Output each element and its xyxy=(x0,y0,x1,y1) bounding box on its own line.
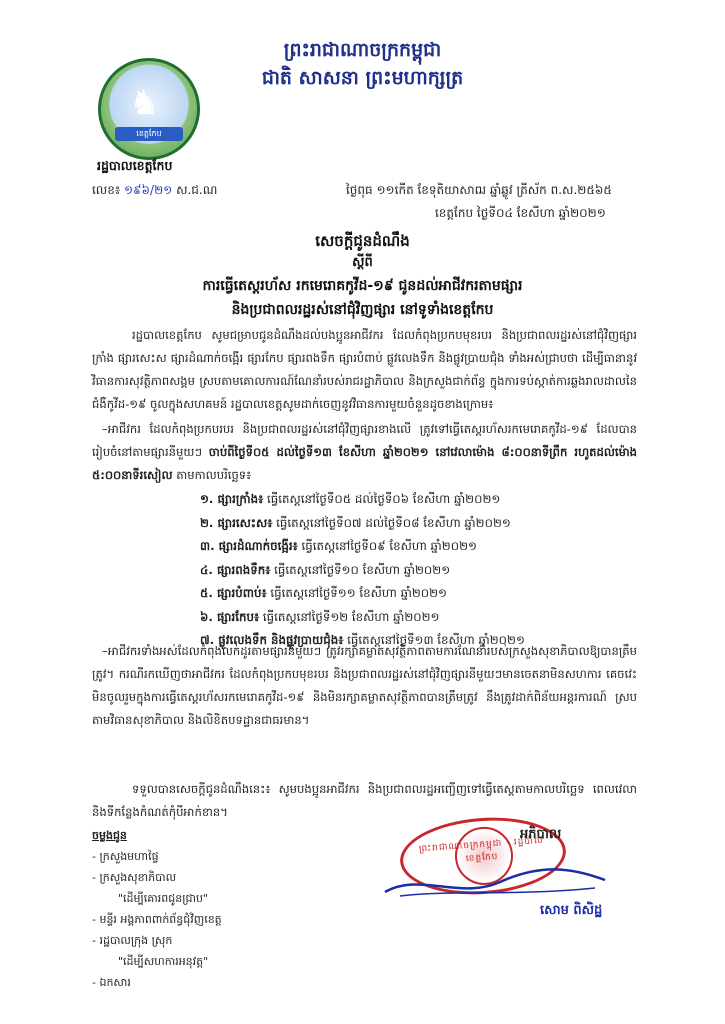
ref-prefix: លេខ៖ xyxy=(92,183,121,197)
schedule-market-name: ១. ផ្សារក្រាំង៖ xyxy=(200,492,264,506)
lunar-date: ថ្ងៃពុធ ១១កើត ខែទុតិយាសាឍ ឆ្នាំឆ្លូវ ត្រីស័ក ព.ស.២៥៦៥ xyxy=(346,183,612,197)
horse-icon: ♞ xyxy=(129,83,160,123)
schedule-date: ធ្វើតេស្តនៅថ្ងៃទី១៣ ខែសីហា ឆ្នាំ២០២១ xyxy=(343,633,525,647)
reference-number xyxy=(92,182,217,200)
document-subject-line1: ការធ្វើតេស្តរហ័ស រកមេរោគកូវីដ-១៩ ជូនដល់អាជីវករតាមផ្សារ xyxy=(202,278,523,294)
schedule-market-name: ៧. ផ្លូវលេងទឹក និងផ្លូវប្រាយជុំង៖ xyxy=(200,633,344,647)
testing-requirement-paragraph xyxy=(92,418,637,487)
schedule-date: ធ្វើតេស្តនៅថ្ងៃទី១០ ខែសីហា ឆ្នាំ២០២១ xyxy=(270,562,451,577)
signatory-name: សោម ពិសិដ្ឋ xyxy=(540,903,603,918)
schedule-item xyxy=(200,535,525,559)
schedule-item xyxy=(200,559,525,583)
copy-to-item: "ដើម្បីសហការអនុវត្ត" xyxy=(118,955,209,968)
place-and-date: ខេត្តកែប ថ្ងៃទី០៤ ខែសីហា ឆ្នាំ២០២១ xyxy=(435,206,606,220)
schedule-item xyxy=(200,512,525,536)
intro-paragraph: រដ្ឋបាលខេត្តកែប សូមជម្រាបជូនដំណឹងដល់បងប្អូនអាជីវករ ដែលកំពុងប្រកបមុខរបរ និងប្រជាពលរដ្ឋរស់នៅជុំវិញផ្សារក្រាំង ផ្សារសេះស ផ្សារដំណាក់ចង្អើរ ផ្សារកែប ផ្សារពងទឹក ផ្សារបំពាប់ ផ្លូវលេងទឹក និងផ្លូវប្រាយជុំង ទាំងអស់ជ្រាបថា ដើម្បីធានានូវវិធានការសុវត្ថិភាពសង្គម ស្របតាមគោលការណ៍ណែនាំរបស់រាជរដ្ឋាភិបាល និងក្រសួងជាក់ព័ន្ធ ក្នុងការទប់ស្កាត់ការឆ្លងរាលដាលនៃជំងឺកូវីដ-១៩ ចូលក្នុងសហគមន៍ រដ្ឋបាលខេត្តសូមដាក់ចេញនូវវិធានការមួយចំនួនដូចខាងក្រោម៖ xyxy=(92,328,637,411)
schedule-item xyxy=(200,488,525,512)
document-subject-label: ស្តីពី xyxy=(352,255,373,270)
copy-to-item: "ដើម្បីគោរពជូនជ្រាប" xyxy=(118,892,208,905)
signatory-title: អភិបាល xyxy=(520,827,562,842)
handwritten-signature xyxy=(380,862,610,902)
requirement-text-end: តាមកាលបរិច្ឆេទ៖ xyxy=(172,468,252,482)
copy-to-item: - ឯកសារ xyxy=(92,976,131,989)
copy-to-list xyxy=(92,825,222,993)
stamp-text: ព្រះរាជាណាចក្រកម្ពុជា · រដ្ឋបាលខេត្តកែប xyxy=(418,835,544,865)
schedule-date: ធ្វើតេស្តនៅថ្ងៃទី១២ ខែសីហា ឆ្នាំ២០២១ xyxy=(259,609,440,624)
schedule-date: ធ្វើតេស្តនៅថ្ងៃទី០៩ ខែសីហា ឆ្នាំ២០២១ xyxy=(297,539,477,553)
issuing-organization: រដ្ឋបាលខេត្តកែប xyxy=(97,158,173,173)
schedule-item xyxy=(200,606,525,630)
closing-paragraph: ទទួលបានសេចក្តីជូនដំណឹងនេះ៖ សូមបងប្អូនអាជីវករ និងប្រជាពលរដ្ឋអញ្ជើញទៅធ្វើតេស្តតាមកាលបរិច្ឆេទ ពេលវេលា និងទីកន្លែងកំណត់កុំបីអាក់ខាន។ xyxy=(92,782,637,819)
provincial-seal-logo xyxy=(98,58,200,160)
document-title: សេចក្តីជូនដំណឹង xyxy=(315,232,410,250)
schedule-item xyxy=(200,582,525,606)
schedule-market-name: ៥. ផ្សារបំពាប់៖ xyxy=(200,586,267,600)
copy-to-item: - ក្រសួងមហាផ្ទៃ xyxy=(92,850,159,863)
safety-measures-paragraph: –អាជីវករទាំងអស់ដែលកំពុងលក់ដូរតាមផ្សារនីមួយៗ ត្រូវរក្សាគម្លាតសុវត្ថិភាពតាមការណែនាំរបស់ក្រសួងសុខាភិបាលឱ្យបានត្រឹមត្រូវ។ ករណីរកឃើញថាអាជីវករ ដែលកំពុងប្រកបមុខរបរ និងប្រជាពលរដ្ឋរស់នៅជុំវិញផ្សារនីមួយៗមានចេតនាមិនសហការ គេចវេះមិនចូលរួមក្នុងការធ្វើតេស្តរហ័សរកមេរោគកូវីដ-១៩ និងមិនរក្សាគម្លាតសុវត្ថិភាពបានត្រឹមត្រូវ នឹងត្រូវដាក់ពិន័យអន្តរការណ៍ ស្របតាមវិធានសុខាភិបាល និងលិខិតបទដ្ឋានជាធរមាន។ xyxy=(92,644,637,727)
schedule-market-name: ៣. ផ្សារដំណាក់ចង្អើរ៖ xyxy=(200,539,298,553)
schedule-market-name: ២. ផ្សារសេះស៖ xyxy=(200,515,273,530)
national-motto: ជាតិ សាសនា ព្រះមហាក្សត្រ xyxy=(261,67,464,89)
document-subject-line2: និងប្រជាពលរដ្ឋរស់នៅជុំវិញផ្សារ នៅទូទាំងខេត្តកែប xyxy=(231,302,494,318)
copy-to-item: - ក្រសួងសុខាភិបាល xyxy=(92,871,177,884)
ref-suffix: ស.ជ.ណ xyxy=(176,183,218,197)
copy-to-item: - រដ្ឋបាលក្រុង ស្រុក xyxy=(92,934,173,947)
schedule-date: ធ្វើតេស្តនៅថ្ងៃទី០៥ ដល់ថ្ងៃទី០៦ ខែសីហា ឆ្នាំ២០២១ xyxy=(263,492,501,506)
requirement-date-range: ចាប់ពីថ្ងៃទី០៥ ដល់ថ្ងៃទី១៣ ខែសីហា ឆ្នាំ២០២១ នៅវេលាម៉ោង ៨:០០នាទីព្រឹក រហូតដល់ម៉ោង ៥:០០នាទីរសៀល xyxy=(92,445,637,482)
ref-value: ១៩៦/២១ xyxy=(123,183,173,197)
copy-to-heading: ចម្លងជូន xyxy=(92,829,127,842)
schedule-market-name: ៤. ផ្សារពងទឹក៖ xyxy=(200,562,271,577)
testing-schedule-list xyxy=(200,488,525,653)
kingdom-title: ព្រះរាជាណាចក្រកម្ពុជា xyxy=(283,39,442,61)
requirement-text-start: –អាជីវករ ដែលកំពុងប្រកបរបរ និងប្រជាពលរដ្ឋរស់នៅជុំវិញផ្សារខាងលើ ត្រូវទៅធ្វើតេស្តរហ័សរកមេរោគកូវីដ-១៩ ដែលបានរៀបចំនៅតាមផ្សារនីមួយៗ xyxy=(92,422,637,459)
schedule-date: ធ្វើតេស្តនៅថ្ងៃទី១១ ខែសីហា ឆ្នាំ២០២១ xyxy=(266,586,447,600)
schedule-date: ធ្វើតេស្តនៅថ្ងៃទី០៧ ដល់ថ្ងៃទី០៨ ខែសីហា ឆ្នាំ២០២១ xyxy=(272,515,511,530)
schedule-market-name: ៦. ផ្សារកែប៖ xyxy=(200,609,260,624)
seal-ribbon: ខេត្តកែប xyxy=(115,127,183,141)
copy-to-item: - មន្ទីរ អង្គភាពពាក់ព័ន្ធជុំវិញខេត្ត xyxy=(92,913,222,926)
